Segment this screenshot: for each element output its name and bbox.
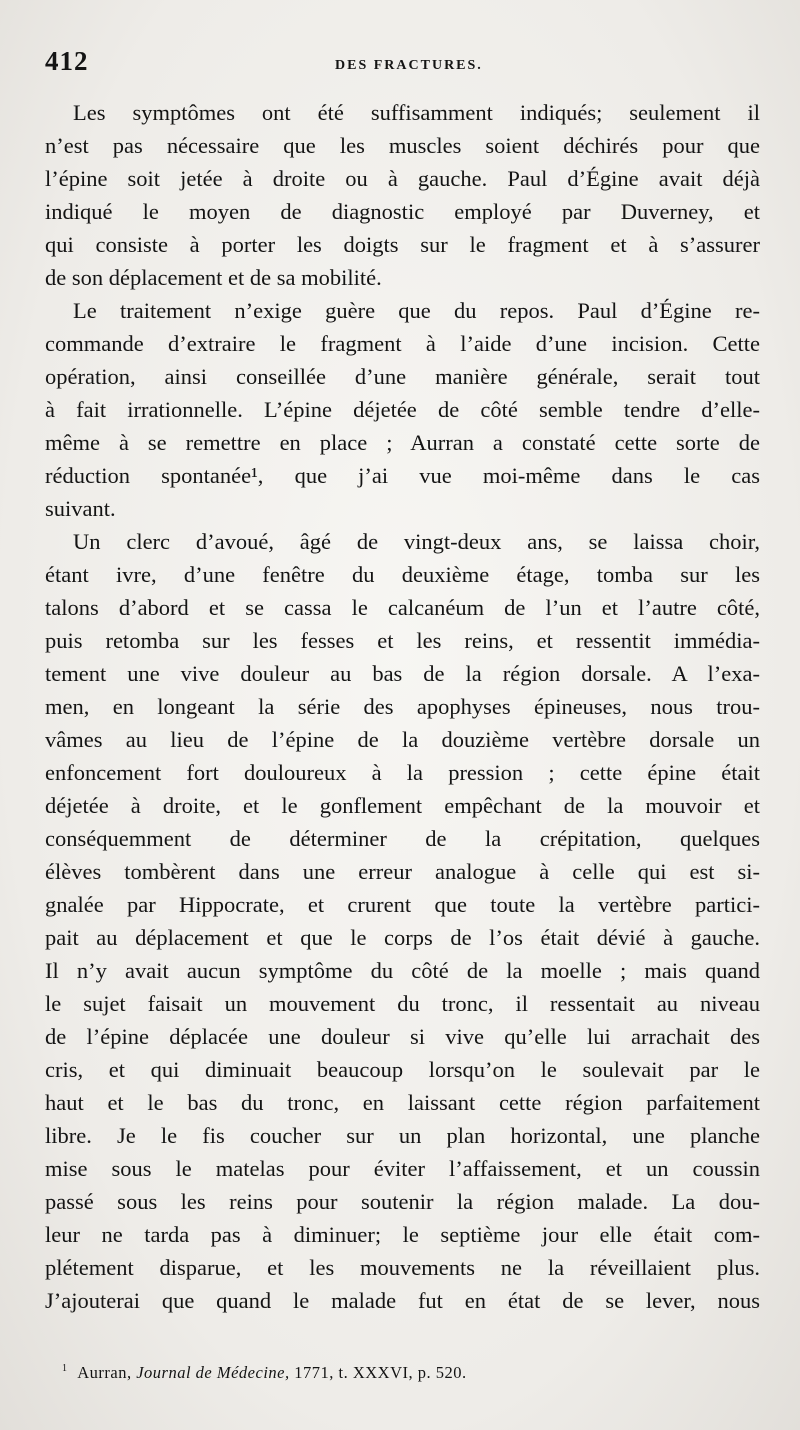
- text-line: réduction spontanée¹, que j’ai vue moi-même dans le cas: [45, 463, 760, 488]
- text-line: puis retomba sur les fesses et les reins, et ressentit immédia-: [45, 628, 760, 653]
- text-line: Il n’y avait aucun symptôme du côté de la moelle ; mais quand: [45, 958, 760, 983]
- text-line: déjetée à droite, et le gonflement empêchant de la mouvoir et: [45, 793, 760, 818]
- text-line: Un clerc d’avoué, âgé de vingt-deux ans, se laissa choir,: [73, 529, 760, 554]
- text-line: gnalée par Hippocrate, et crurent que toute la vertèbre partici-: [45, 892, 760, 917]
- text-line: tement une vive douleur au bas de la région dorsale. A l’exa-: [45, 661, 760, 686]
- footnote-journal: Journal de Médecine,: [136, 1363, 290, 1382]
- text-line: indiqué le moyen de diagnostic employé par Duverney, et: [45, 199, 760, 224]
- text-line: men, en longeant la série des apophyses épineuses, nous trou-: [45, 694, 760, 719]
- body-text: [45, 96, 760, 1317]
- paragraph-2: [45, 294, 760, 525]
- text-line: haut et le bas du tronc, en laissant cette région parfaitement: [45, 1090, 760, 1115]
- text-line: de l’épine déplacée une douleur si vive qu’elle lui arrachait des: [45, 1024, 760, 1049]
- text-line: enfoncement fort douloureux à la pression ; cette épine était: [45, 760, 760, 785]
- footnote: [62, 1363, 752, 1383]
- text-line: plétement disparue, et les mouvements ne la réveillaient plus.: [45, 1255, 760, 1280]
- text-line: Les symptômes ont été suffisamment indiqués; seulement il: [73, 100, 760, 125]
- text-line: le sujet faisait un mouvement du tronc, il ressentait au niveau: [45, 991, 760, 1016]
- text-line: leur ne tarda pas à diminuer; le septième jour elle était com-: [45, 1222, 760, 1247]
- text-line: talons d’abord et se cassa le calcanéum de l’un et l’autre côté,: [45, 595, 760, 620]
- footnote-details: 1771, t. XXXVI, p. 520.: [294, 1363, 467, 1382]
- text-line: pait au déplacement et que le corps de l’os était dévié à gauche.: [45, 925, 760, 950]
- paragraph-3: [45, 525, 760, 1317]
- text-line: de son déplacement et de sa mobilité.: [45, 265, 382, 290]
- page-header: [45, 42, 760, 82]
- text-line: à fait irrationnelle. L’épine déjetée de côté semble tendre d’elle-: [45, 397, 760, 422]
- text-line: J’ajouterai que quand le malade fut en état de se lever, nous: [45, 1288, 760, 1313]
- text-line: n’est pas nécessaire que les muscles soient déchirés pour que: [45, 133, 760, 158]
- text-line: vâmes au lieu de l’épine de la douzième vertèbre dorsale un: [45, 727, 760, 752]
- text-line: libre. Je le fis coucher sur un plan horizontal, une planche: [45, 1123, 760, 1148]
- text-line: suivant.: [45, 496, 116, 521]
- text-line: qui consiste à porter les doigts sur le fragment et à s’assurer: [45, 232, 760, 257]
- text-line: conséquemment de déterminer de la crépitation, quelques: [45, 826, 760, 851]
- text-line: commande d’extraire le fragment à l’aide d’une incision. Cette: [45, 331, 760, 356]
- text-line: passé sous les reins pour soutenir la région malade. La dou-: [45, 1189, 760, 1214]
- text-line: étant ivre, d’une fenêtre du deuxième étage, tomba sur les: [45, 562, 760, 587]
- footnote-mark: 1: [62, 1363, 68, 1374]
- text-line: opération, ainsi conseillée d’une manière générale, serait tout: [45, 364, 760, 389]
- page-number: 412: [45, 46, 89, 76]
- text-line: l’épine soit jetée à droite ou à gauche. Paul d’Égine avait déjà: [45, 166, 760, 191]
- paragraph-1: [45, 96, 760, 294]
- text-line: cris, et qui diminuait beaucoup lorsqu’on le soulevait par le: [45, 1057, 760, 1082]
- running-head: DES FRACTURES.: [335, 58, 483, 73]
- text-line: mise sous le matelas pour éviter l’affaissement, et un coussin: [45, 1156, 760, 1181]
- footnote-author: Aurran,: [77, 1363, 132, 1382]
- text-line: Le traitement n’exige guère que du repos. Paul d’Égine re-: [73, 298, 760, 323]
- text-line: même à se remettre en place ; Aurran a constaté cette sorte de: [45, 430, 760, 455]
- text-line: élèves tombèrent dans une erreur analogue à celle qui est si-: [45, 859, 760, 884]
